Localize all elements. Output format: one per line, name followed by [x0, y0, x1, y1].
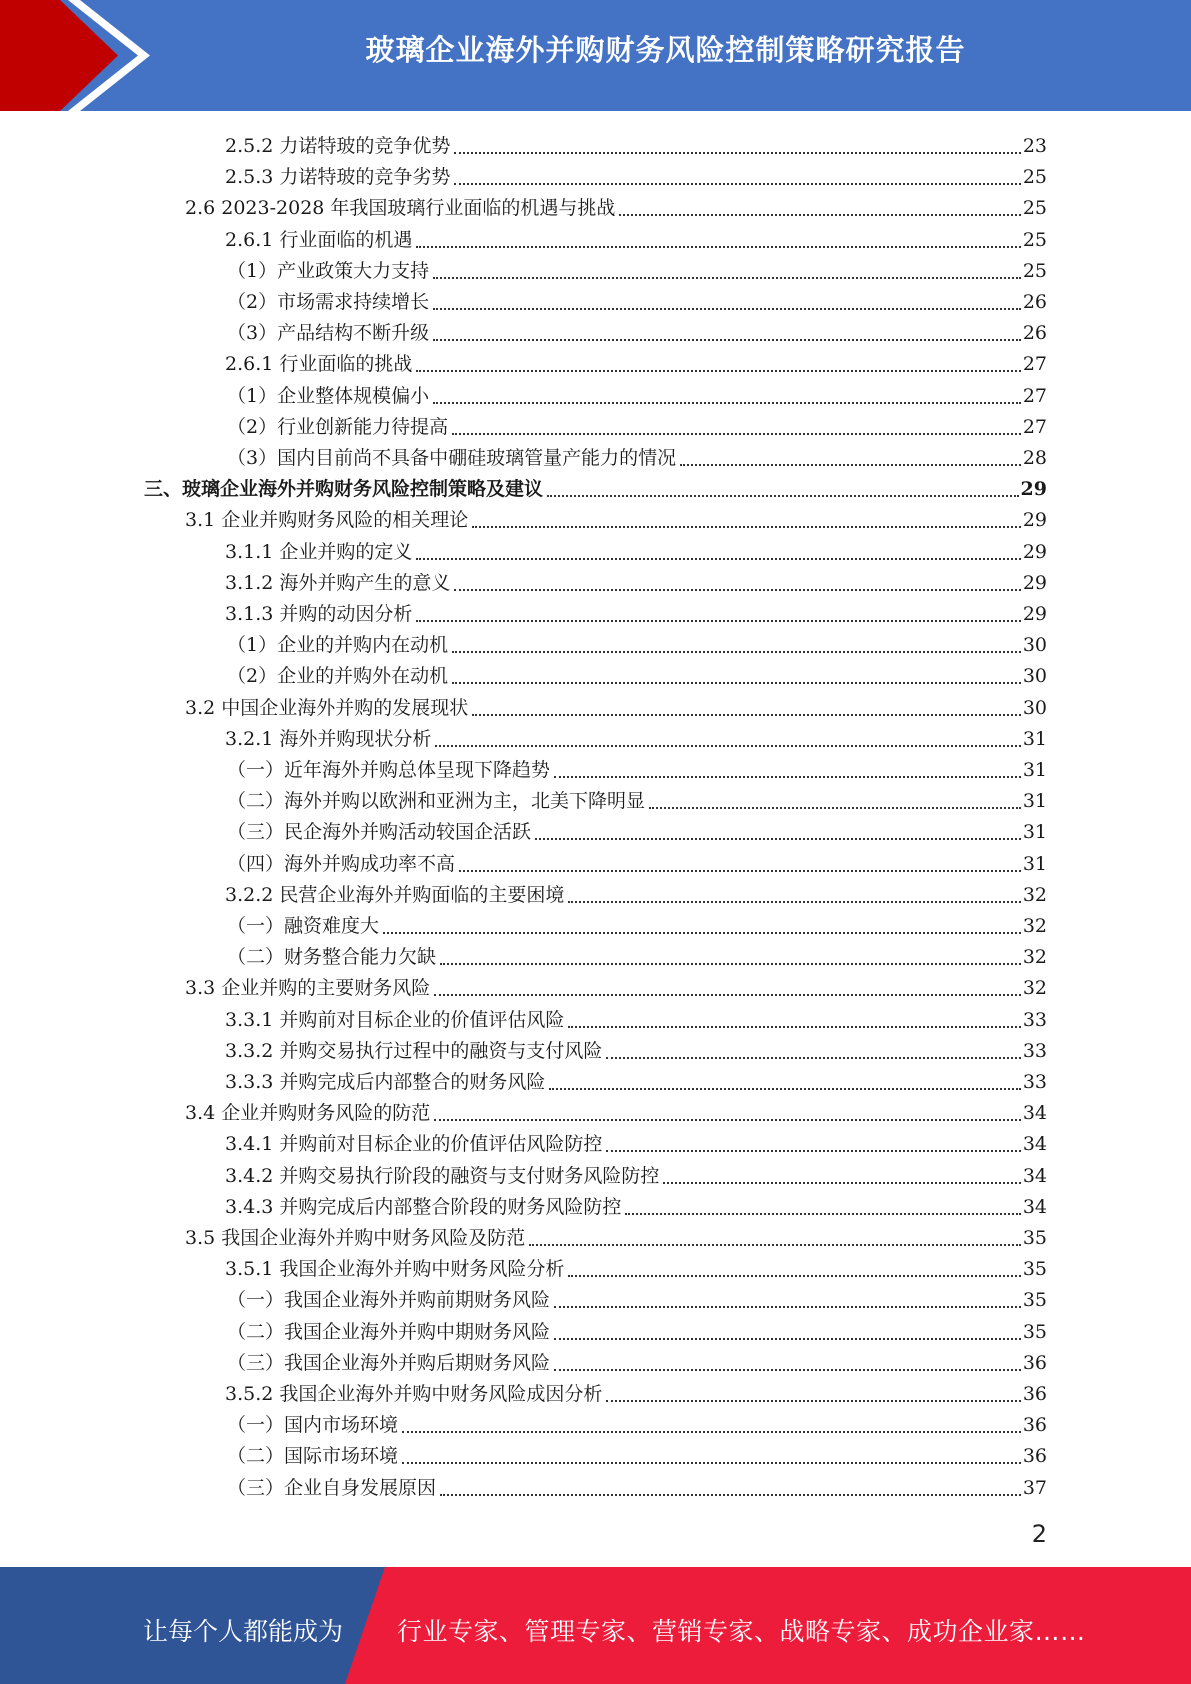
toc-entry-label: 3.1.1 企业并购的定义 — [225, 540, 413, 563]
toc-entry[interactable] — [227, 626, 1047, 657]
toc-dot-leader — [568, 1274, 1020, 1277]
toc-entry-page: 29 — [1022, 509, 1047, 532]
toc-entry-label: 3.2.1 海外并购现状分析 — [225, 727, 432, 750]
toc-entry-label: 3.1 企业并购财务风险的相关理论 — [185, 509, 469, 532]
toc-entry-page: 35 — [1022, 1289, 1047, 1312]
toc-entry-label: （2）企业的并购外在动机 — [227, 665, 449, 688]
toc-dot-leader — [433, 338, 1021, 341]
toc-entry[interactable] — [227, 252, 1047, 283]
toc-entry[interactable] — [227, 377, 1047, 408]
toc-entry[interactable] — [225, 533, 1047, 564]
toc-entry-page: 33 — [1022, 1008, 1047, 1031]
toc-entry[interactable] — [227, 657, 1047, 688]
toc-entry-label: （1）企业的并购内在动机 — [227, 634, 449, 657]
toc-entry-page: 33 — [1022, 1039, 1047, 1062]
toc-entry[interactable] — [227, 1406, 1047, 1437]
toc-entry-label: 3.4.3 并购完成后内部整合阶段的财务风险防控 — [225, 1195, 622, 1218]
toc-entry[interactable] — [185, 1219, 1047, 1250]
toc-dot-leader — [434, 993, 1021, 996]
toc-entry[interactable] — [227, 845, 1047, 876]
toc-entry-label: 3.5.2 我国企业海外并购中财务风险成因分析 — [225, 1383, 603, 1405]
toc-entry-page: 29 — [1022, 540, 1047, 563]
toc-entry[interactable] — [227, 1281, 1047, 1312]
toc-dot-leader — [452, 650, 1021, 653]
toc-dot-leader — [402, 1430, 1021, 1433]
toc-dot-leader — [535, 837, 1021, 840]
toc-entry[interactable] — [225, 1001, 1047, 1032]
toc-entry-label: （一）我国企业海外并购前期财务风险 — [227, 1289, 551, 1312]
toc-entry-page: 27 — [1022, 384, 1047, 407]
toc-dot-leader — [454, 182, 1020, 185]
toc-dot-leader — [416, 557, 1020, 560]
toc-entry[interactable] — [185, 969, 1047, 1000]
toc-entry-page: 32 — [1022, 977, 1047, 1000]
footer-slogan-right: 行业专家、管理专家、营销专家、战略专家、成功企业家…… — [397, 1617, 1086, 1646]
toc-entry-page: 30 — [1022, 696, 1047, 719]
toc-entry-label: 3.3.1 并购前对目标企业的价值评估风险 — [225, 1008, 565, 1031]
toc-entry-page: 34 — [1022, 1102, 1047, 1125]
toc-entry[interactable] — [225, 1063, 1047, 1094]
toc-entry-label: （2）市场需求持续增长 — [227, 291, 430, 313]
toc-dot-leader — [402, 1461, 1021, 1464]
toc-entry-label: （一）近年海外并购总体呈现下降趋势 — [227, 759, 551, 781]
toc-dot-leader — [472, 713, 1021, 716]
toc-entry[interactable] — [227, 283, 1047, 314]
toc-entry-label: 2.5.2 力诺特玻的竞争优势 — [225, 135, 451, 157]
toc-entry-label: 三、玻璃企业海外并购财务风险控制策略及建议 — [144, 478, 544, 501]
toc-entry-page: 29 — [1022, 571, 1047, 594]
toc-dot-leader — [433, 276, 1021, 279]
toc-entry-label: 2.5.3 力诺特玻的竞争劣势 — [225, 166, 451, 189]
toc-dot-leader — [529, 1243, 1021, 1246]
toc-entry-label: （一）国内市场环境 — [227, 1414, 399, 1437]
toc-entry-page: 36 — [1022, 1351, 1047, 1374]
toc-entry-page: 30 — [1022, 665, 1047, 688]
toc-entry-label: 2.6 2023-2028 年我国玻璃行业面临的机遇与挑战 — [185, 197, 616, 220]
toc-entry-page: 25 — [1022, 259, 1047, 282]
toc-dot-leader — [459, 869, 1021, 872]
toc-entry[interactable] — [227, 813, 1047, 844]
toc-dot-leader — [568, 900, 1020, 903]
toc-entry-label: （1）产业政策大力支持 — [227, 259, 430, 282]
toc-entry-label: 2.6.1 行业面临的挑战 — [225, 353, 413, 376]
toc-entry-label: （四）海外并购成功率不高 — [227, 852, 456, 875]
toc-entry-label: （三）我国企业海外并购后期财务风险 — [227, 1351, 551, 1374]
toc-entry-page: 36 — [1022, 1414, 1047, 1437]
toc-entry-label: （二）国际市场环境 — [227, 1445, 399, 1468]
toc-entry-label: （2）行业创新能力待提高 — [227, 415, 449, 438]
toc-entry-page: 29 — [1022, 603, 1047, 625]
toc-dot-leader — [435, 744, 1020, 747]
toc-entry-label: 3.4 企业并购财务风险的防范 — [185, 1102, 431, 1125]
toc-entry-page: 31 — [1022, 759, 1047, 781]
toc-entry-page: 26 — [1022, 322, 1047, 345]
toc-entry-label: （二）海外并购以欧洲和亚洲为主，北美下降明显 — [227, 790, 646, 813]
toc-entry[interactable] — [225, 720, 1047, 751]
toc-entry-page: 35 — [1022, 1227, 1047, 1249]
toc-entry-label: 3.3.2 并购交易执行过程中的融资与支付风险 — [225, 1039, 603, 1062]
toc-entry[interactable] — [225, 1032, 1047, 1063]
toc-entry-label: （三）民企海外并购活动较国企活跃 — [227, 821, 532, 844]
report-title: 玻璃企业海外并购财务风险控制策略研究报告 — [365, 33, 966, 67]
toc-entry-page: 31 — [1022, 852, 1047, 875]
toc-entry-page: 30 — [1022, 634, 1047, 657]
toc-entry-page: 25 — [1022, 197, 1047, 220]
toc-dot-leader — [433, 401, 1021, 404]
toc-entry-page: 23 — [1022, 135, 1047, 157]
toc-entry-page: 29 — [1020, 478, 1047, 501]
toc-dot-leader — [383, 931, 1021, 934]
toc-entry-label: 3.5.1 我国企业海外并购中财务风险分析 — [225, 1258, 565, 1281]
toc-dot-leader — [454, 151, 1020, 154]
toc-entry[interactable] — [185, 689, 1047, 720]
toc-entry[interactable] — [227, 938, 1047, 969]
toc-entry[interactable] — [225, 345, 1047, 376]
toc-entry[interactable] — [225, 595, 1047, 626]
toc-entry[interactable] — [227, 1313, 1047, 1344]
toc-entry-label: （3）产品结构不断升级 — [227, 322, 430, 345]
toc-dot-leader — [568, 1025, 1020, 1028]
toc-entry-page: 34 — [1022, 1195, 1047, 1218]
toc-entry-page: 28 — [1022, 447, 1047, 469]
toc-entry-page: 31 — [1022, 790, 1047, 813]
toc-entry-page: 36 — [1022, 1445, 1047, 1468]
toc-dot-leader — [547, 494, 1019, 497]
toc-entry-label: 3.5 我国企业海外并购中财务风险及防范 — [185, 1227, 526, 1249]
toc-entry-page: 31 — [1022, 821, 1047, 844]
page-footer — [0, 1567, 1191, 1684]
toc-entry[interactable] — [227, 408, 1047, 439]
toc-dot-leader — [554, 1368, 1021, 1371]
toc-entry[interactable] — [227, 439, 1047, 470]
toc-entry-label: （三）企业自身发展原因 — [227, 1476, 437, 1499]
toc-entry[interactable] — [225, 1250, 1047, 1281]
toc-dot-leader — [416, 369, 1020, 372]
toc-entry[interactable] — [225, 158, 1047, 189]
toc-entry[interactable] — [227, 1344, 1047, 1375]
toc-entry-page: 34 — [1022, 1164, 1047, 1187]
toc-entry[interactable] — [225, 1157, 1047, 1188]
toc-entry[interactable] — [225, 1125, 1047, 1156]
toc-entry-label: （3）国内目前尚不具备中硼硅玻璃管量产能力的情况 — [227, 447, 677, 469]
toc-entry-page: 35 — [1022, 1320, 1047, 1343]
toc-dot-leader — [433, 307, 1021, 310]
page-number: 2 — [1031, 1520, 1047, 1548]
toc-dot-leader — [440, 1493, 1021, 1496]
toc-dot-leader — [606, 1149, 1020, 1152]
toc-entry[interactable] — [225, 221, 1047, 252]
toc-entry[interactable] — [227, 1437, 1047, 1468]
toc-dot-leader — [554, 1337, 1021, 1340]
toc-entry[interactable] — [144, 470, 1047, 501]
toc-entry-page: 36 — [1022, 1383, 1047, 1405]
toc-entry-label: （二）我国企业海外并购中期财务风险 — [227, 1320, 551, 1343]
toc-entry-page: 31 — [1022, 727, 1047, 750]
toc-entry-page: 32 — [1022, 946, 1047, 969]
toc-entry[interactable] — [185, 189, 1047, 220]
footer-slogan-left: 让每个人都能成为 — [143, 1617, 344, 1646]
toc-entry[interactable] — [225, 564, 1047, 595]
toc-dot-leader — [452, 432, 1021, 435]
toc-entry-label: 3.2.2 民营企业海外并购面临的主要困境 — [225, 883, 565, 906]
toc-entry-label: 3.3.3 并购完成后内部整合的财务风险 — [225, 1071, 546, 1093]
toc-entry-page: 26 — [1022, 291, 1047, 313]
toc-entry-label: 3.3 企业并购的主要财务风险 — [185, 977, 431, 1000]
toc-entry-page: 27 — [1022, 353, 1047, 376]
toc-entry-page: 33 — [1022, 1071, 1047, 1093]
toc-entry-page: 32 — [1022, 883, 1047, 906]
toc-entry[interactable] — [227, 1469, 1047, 1500]
toc-entry[interactable] — [227, 314, 1047, 345]
toc-entry[interactable] — [227, 751, 1047, 782]
toc-dot-leader — [619, 213, 1020, 216]
toc-dot-leader — [554, 1305, 1021, 1308]
toc-dot-leader — [434, 1118, 1021, 1121]
toc-entry-page: 27 — [1022, 415, 1047, 438]
toc-dot-leader — [606, 1056, 1020, 1059]
toc-entry-page: 35 — [1022, 1258, 1047, 1281]
toc-entry-label: 3.4.1 并购前对目标企业的价值评估风险防控 — [225, 1133, 603, 1156]
page-header — [0, 0, 1191, 111]
toc-dot-leader — [452, 681, 1021, 684]
toc-dot-leader — [663, 1181, 1020, 1184]
toc-entry-label: 3.4.2 并购交易执行阶段的融资与支付财务风险防控 — [225, 1164, 660, 1187]
toc-entry-page: 25 — [1022, 166, 1047, 189]
toc-entry-label: （二）财务整合能力欠缺 — [227, 946, 437, 969]
toc-dot-leader — [606, 1399, 1020, 1402]
toc-entry-page: 25 — [1022, 228, 1047, 251]
toc-dot-leader — [625, 1212, 1020, 1215]
toc-dot-leader — [440, 962, 1021, 965]
toc-dot-leader — [454, 588, 1020, 591]
toc-entry-label: 2.6.1 行业面临的机遇 — [225, 228, 413, 251]
toc-entry[interactable] — [185, 1094, 1047, 1125]
toc-entry[interactable] — [225, 127, 1047, 158]
toc-entry-label: 3.2 中国企业海外并购的发展现状 — [185, 696, 469, 719]
toc-entry-label: 3.1.2 海外并购产生的意义 — [225, 571, 451, 594]
toc-entry-label: （一）融资难度大 — [227, 915, 380, 937]
red-chevron-decoration — [0, 0, 160, 111]
toc-entry[interactable] — [185, 501, 1047, 532]
toc-dot-leader — [472, 525, 1021, 528]
toc-entry[interactable] — [225, 1375, 1047, 1406]
toc-dot-leader — [554, 775, 1021, 778]
toc-entry[interactable] — [227, 782, 1047, 813]
toc-entry-page: 34 — [1022, 1133, 1047, 1156]
toc-entry-page: 37 — [1022, 1476, 1047, 1499]
toc-entry-label: 3.1.3 并购的动因分析 — [225, 603, 413, 625]
toc-entry[interactable] — [227, 907, 1047, 938]
toc-dot-leader — [549, 1087, 1020, 1090]
toc-dot-leader — [680, 463, 1021, 466]
toc-dot-leader — [649, 806, 1021, 809]
toc-entry-label: （1）企业整体规模偏小 — [227, 384, 430, 407]
toc-dot-leader — [416, 619, 1020, 622]
toc-entry[interactable] — [225, 1188, 1047, 1219]
toc-entry-page: 32 — [1022, 915, 1047, 937]
toc-entry[interactable] — [225, 876, 1047, 907]
toc-dot-leader — [416, 245, 1020, 248]
